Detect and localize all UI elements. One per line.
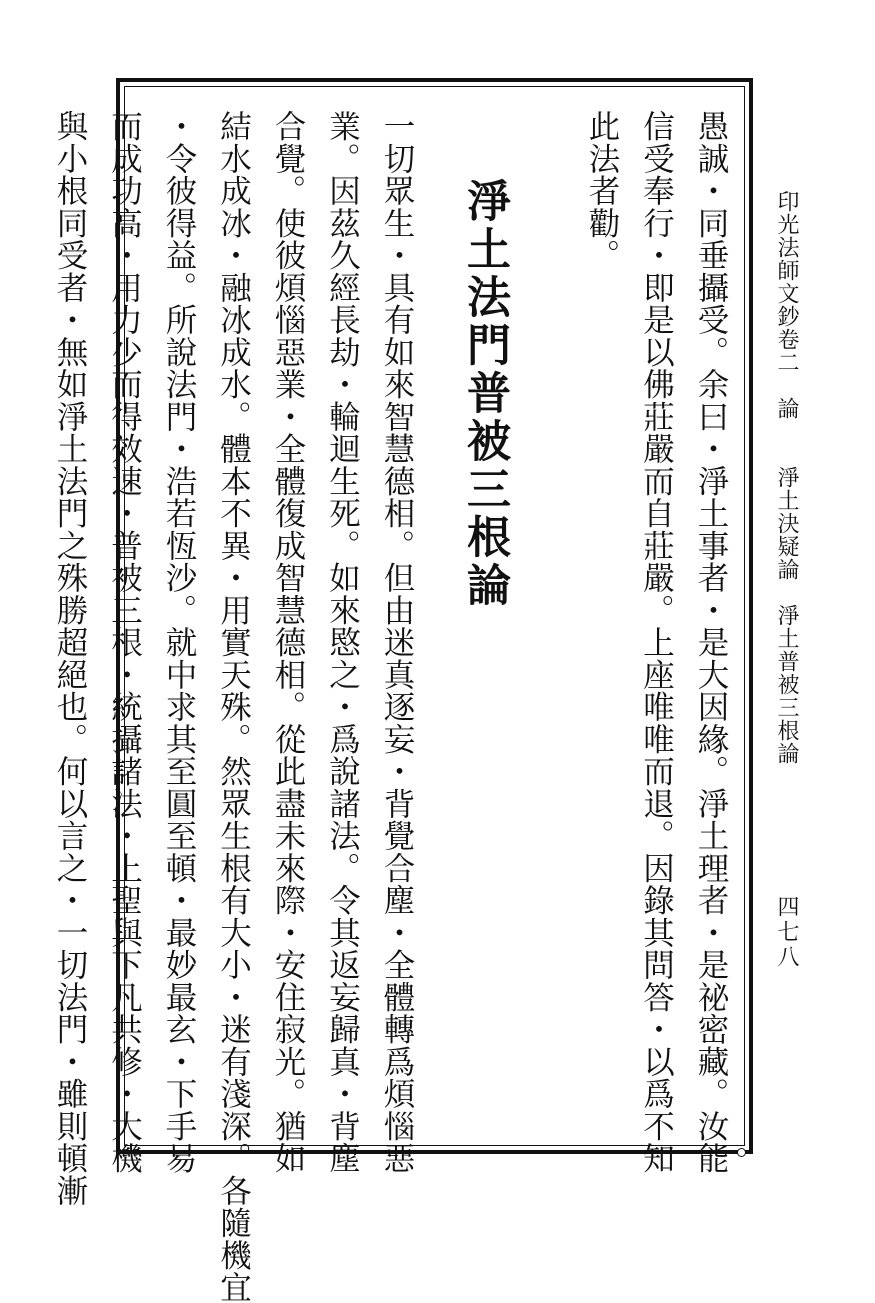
header-spacer [774, 374, 799, 397]
running-header [773, 190, 799, 765]
corner-mark [737, 1148, 746, 1157]
book-title: 印光法師文鈔卷二 [774, 190, 799, 374]
page-number: 四七八 [774, 895, 799, 970]
text-column-9: ・令彼得益。所說法門・浩若恆沙。就中求其至圓至頓・最妙最玄・下手易 [161, 110, 197, 1175]
text-column-11: 與小根同受者・無如淨土法門之殊勝超絕也。何以言之・一切法門・雖則頓漸 [52, 110, 88, 1207]
section-label: 論 [774, 397, 799, 420]
header-spacer [774, 420, 799, 466]
page-body [52, 110, 738, 1303]
text-column-5: 一切眾生・具有如來智慧德相。但由迷真逐妄・背覺合塵・全體轉爲煩惱惡 [379, 110, 415, 1175]
text-column-7: 合覺。使彼煩惱惡業・全體復成智慧德相。從此盡未來際・安住寂光。猶如 [270, 110, 306, 1175]
text-column-6: 業。因茲久經長劫・輪迴生死。如來愍之・爲說諸法。令其返妄歸真・背塵 [324, 110, 361, 1175]
text-column-8: 結水成冰・融冰成水。體本不異・用實天殊。然眾生根有大小・迷有淺深。各隨機宜 [215, 110, 252, 1303]
essay-title: 淨土法門普被三根論 [459, 178, 510, 610]
text-column-3: 此法者勸。 [584, 110, 620, 272]
section-titles: 淨土決疑論 淨土普被三根論 [774, 466, 799, 765]
text-column-1: 愚誠・同垂攝受。余曰・淨土事者・是大因緣。淨土理者・是祕密藏。汝能 [693, 110, 729, 1175]
text-column-10: 而成功高・用力少而得效速・普被三根・統攝諸法・上聖與下凡共修・大機 [106, 110, 143, 1175]
text-column-2: 信受奉行・即是以佛莊嚴而自莊嚴。上座唯唯而退。因錄其問答・以爲不知 [638, 110, 675, 1175]
blank-column [520, 110, 575, 1140]
